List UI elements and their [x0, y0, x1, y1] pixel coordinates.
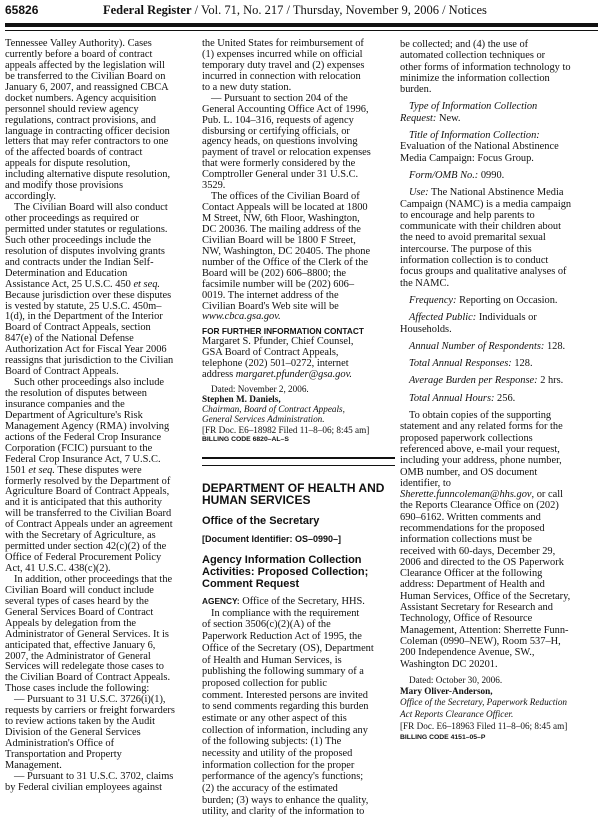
text-line: incurred in connection with relocation	[202, 70, 361, 82]
column-3	[400, 39, 600, 744]
text-line: Dated: November 2, 2006.	[211, 384, 309, 395]
italic-text: Annual Number of Respondents:	[409, 340, 545, 352]
italic-text: Total Annual Responses:	[409, 358, 512, 370]
italic-text: Frequency:	[409, 294, 457, 306]
text-line: BILLING CODE 4151–05–P	[400, 734, 486, 742]
page-number: 65826	[5, 3, 39, 17]
text-line: Administration's Office of	[5, 738, 115, 749]
text-line: [Document Identifier: OS–0990–]	[202, 534, 342, 545]
text-line: telephone (202) 501–0272, internet	[202, 358, 349, 370]
text-line: including your address, phone number,	[400, 455, 562, 467]
paragraph	[5, 39, 197, 203]
text-line: NW, Washington, DC 20405. The phone	[202, 245, 371, 257]
text-line: personnel should review agency	[5, 103, 139, 115]
text-line: 2007, the Administrator of General	[5, 650, 151, 662]
text-line: Civilian Board will be 1800 F Street,	[202, 234, 356, 246]
italic-text: www.cbca.gsa.gov.	[202, 311, 281, 323]
text-line: currently before a board of contract	[5, 48, 153, 60]
text-line: automated collection techniques or	[400, 50, 546, 62]
text-line: Total Annual Responses: 128.	[409, 358, 533, 370]
text-line: appeals for dispute resolution,	[5, 158, 131, 170]
text-line: DC 20036. The mailing address of the	[202, 223, 361, 235]
italic-text: Use:	[409, 187, 429, 199]
text-line: Board of Contract Appeals.	[5, 366, 119, 378]
text-line: minimize the information collection	[400, 72, 550, 84]
text-line: 2006 and directed to the OS Paperwork	[400, 556, 564, 568]
further-info-contact	[202, 326, 395, 381]
text-line	[400, 709, 600, 720]
text-line: Campaign (NAMC) is a media campaign	[400, 198, 572, 210]
text-line: The offices of the Civilian Board of	[211, 191, 360, 203]
italic-text: et seq.	[133, 278, 160, 290]
paragraph	[5, 378, 197, 575]
text-line: Agency Information Collection	[202, 554, 362, 567]
office-heading	[202, 515, 395, 527]
text-line: Authorization Act for Fiscal Year 2006	[5, 344, 167, 356]
text-line	[202, 414, 395, 424]
fr-doc-line	[202, 425, 395, 435]
italic-text: Total Annual Hours:	[409, 392, 495, 404]
text-line: BILLING CODE 6820–AL–S	[202, 436, 289, 444]
paragraph	[202, 192, 395, 323]
text-line: Management, Attention: Sherrette Funn-	[400, 624, 569, 636]
text-line: of Contract Appeals under an agreement	[5, 519, 173, 531]
text-line: publishing the following summary of a	[202, 666, 364, 678]
text-line: payment of travel or relocation expenses	[202, 147, 371, 159]
text-line: focus groups and qualitative analyses of	[400, 266, 567, 278]
text-line: 847(e) of the National Defense	[5, 333, 134, 345]
text-line: Pub. L. 104–316, requests of agency	[202, 114, 354, 126]
text-line: Services will redelegate those cases to	[5, 661, 164, 673]
text-line: Appeals by delegation from the	[5, 617, 136, 629]
text-line: language in contracting officer decision	[5, 125, 170, 137]
text-line: Office of Federal Procurement Policy	[5, 552, 162, 564]
text-line: Activities: Proposed Collection;	[202, 566, 369, 579]
text-line: address margaret.pfunder@gsa.gov.	[202, 369, 353, 381]
text-line: GSA Board of Contract Appeals,	[202, 347, 339, 359]
italic-text: margaret.pfunder@gsa.gov.	[235, 369, 353, 381]
text-line: comment. Interested persons are invited	[202, 689, 368, 701]
text-line: Assistance Act, 25 U.S.C. 450 et seq.	[5, 278, 160, 290]
paragraph	[5, 203, 197, 378]
text-line: HUMAN SERVICES	[202, 493, 311, 508]
header-rule-thin	[5, 30, 598, 31]
text-line: the Civilian Board of Contract Appeals.	[5, 672, 171, 684]
text-line: utility, and clarity of the information to	[202, 806, 365, 818]
paragraph	[5, 695, 197, 772]
text-line: information collections must be	[400, 534, 532, 546]
text-line: Frequency: Reporting on Occasion.	[409, 294, 558, 306]
text-line: Comptroller General under 31 U.S.C.	[202, 169, 359, 181]
total-annual-hours	[400, 393, 600, 404]
text-line: permitted under section 42(c)(2) of the	[5, 541, 167, 553]
text-line: with the Secretary of Agriculture, as	[5, 530, 156, 542]
text-line: to send comments regarding this burden	[202, 701, 369, 713]
section-divider	[202, 457, 395, 466]
italic-text: Title of Information Collection:	[409, 130, 540, 142]
total-annual-responses	[400, 358, 600, 369]
text-line: Total Annual Hours: 256.	[409, 392, 516, 404]
text-line: to a new duty station.	[202, 81, 292, 93]
text-line: 1501 et seq. These disputes were	[5, 464, 142, 476]
issue-info: / Vol. 71, No. 217 / Thursday, November 9, 2006 / Notices	[191, 3, 487, 17]
text-line: number of the Office of the Clerk of the	[202, 256, 369, 268]
paragraph	[400, 39, 600, 95]
text-line: In addition, other proceedings that the	[14, 573, 173, 585]
text-line: Management Agency (RMA) involving	[5, 420, 170, 432]
text-line: Board will be (202) 606–8800; the	[202, 267, 347, 279]
text-line	[400, 130, 600, 141]
text-line: the need to avoid premarital sexual	[400, 232, 546, 244]
text-line: Board of Contract Appeals, section	[5, 322, 151, 334]
document-identifier	[202, 533, 395, 545]
text-line	[202, 312, 395, 323]
text-line: Assistant Secretary for Research and	[400, 602, 553, 614]
text-line: Average Burden per Response: 2 hrs.	[409, 375, 564, 387]
text-line: recommendations for the proposed	[400, 522, 545, 534]
text-line: Clearance Officer at the following	[400, 568, 543, 580]
text-line: AGENCY: Office of the Secretary, HHS.	[202, 596, 365, 608]
text-line: Request: New.	[400, 112, 461, 124]
run-in-heading: AGENCY:	[202, 596, 240, 607]
text-line: — Pursuant to 31 U.S.C. 3726(i)(1),	[14, 694, 166, 706]
text-line: address: Department of Health and	[400, 579, 545, 591]
text-line: letters that may refer contractors to one	[5, 136, 169, 148]
text-line: identifier, to	[400, 477, 451, 489]
text-line: Office of the Secretary	[202, 515, 320, 528]
text-line: will be transferred to the Civilian Board	[5, 508, 172, 520]
text-line: be collected; and (4) the use of	[400, 39, 529, 50]
text-line: reassigns that jurisdiction to the Civilian	[5, 355, 174, 367]
run-in-heading: FOR FURTHER INFORMATION CONTACT	[202, 326, 364, 337]
text-line: temporary duty travel and (2) expenses	[202, 59, 365, 71]
text-line: To obtain copies of the supporting	[409, 410, 552, 422]
header-title	[103, 3, 487, 18]
italic-text: Chairman, Board of Contract Appeals,	[202, 404, 345, 415]
text-line: agency heads, on questions involving	[202, 136, 358, 148]
text-line: Technology, Office of Resource	[400, 613, 533, 625]
billing-code	[202, 435, 395, 445]
text-line: 0019. The internet address of the	[202, 289, 339, 301]
text-line: In compliance with the requirement	[211, 607, 360, 619]
text-line: formerly resolved by the Department of	[5, 475, 171, 487]
text-line: of section 3506(c)(2)(A) of the	[202, 619, 331, 631]
text-line: necessity and utility of the proposed	[202, 748, 353, 759]
italic-text: Form/OMB No.:	[409, 169, 479, 181]
text-line: Management.	[5, 759, 62, 771]
text-line: is vested by statute, 25 U.S.C. 450m–	[5, 300, 162, 312]
fr-doc-line	[400, 721, 600, 732]
use-description	[400, 187, 600, 289]
text-line: The Civilian Board will also conduct	[14, 202, 168, 214]
text-line: the NAMC.	[400, 277, 450, 289]
text-line: Media Campaign: Focus Group.	[400, 152, 534, 164]
text-line: Division of the General Services	[5, 727, 141, 739]
text-line: Because jurisdiction over these disputes	[5, 289, 172, 301]
dated-line	[202, 384, 395, 394]
text-line: several types of cases heard by the	[5, 595, 149, 607]
text-line: be transferred to the Civilian Board on	[5, 70, 166, 82]
italic-text: Type of Information Collection	[409, 101, 538, 113]
text-line: Office of the Secretary (OS), Department	[202, 642, 374, 654]
signer-title	[202, 404, 395, 424]
italic-text: Sherette.funncoleman@hhs.gov	[400, 489, 532, 501]
signer-name	[202, 394, 395, 404]
text-line: Corporation (FCIC) pursuant to the	[5, 442, 153, 454]
text-line: burden.	[400, 84, 432, 96]
text-line: Annual Number of Respondents: 128.	[409, 340, 566, 352]
paragraph	[5, 575, 197, 695]
text-line: 200 Independence Avenue, SW.,	[400, 647, 535, 659]
text-line: DEPARTMENT OF HEALTH AND	[202, 481, 385, 496]
paragraph	[202, 608, 395, 818]
text-line: (1) expenses incurred while on official	[202, 48, 363, 60]
affected-public	[400, 312, 600, 335]
paragraph	[400, 410, 600, 670]
header-rule-thick	[5, 23, 598, 27]
text-line: performance of the agency's functions;	[202, 771, 364, 783]
text-line: docket numbers. Agency acquisition	[5, 92, 157, 104]
text-line: burden; (3) ways to enhance the quality,	[202, 794, 369, 806]
agency-line	[202, 596, 395, 608]
text-line: Mary Oliver-Anderson,	[400, 686, 493, 697]
text-line: the Reports Clearance Office on (202)	[400, 500, 559, 512]
text-line: facsimile number will be (202) 606–	[202, 278, 355, 290]
collection-title	[400, 130, 600, 164]
text-line: and modify those provisions	[5, 180, 124, 192]
text-line: Federal Crop Insurance Act, 7 U.S.C.	[5, 453, 161, 465]
annual-respondents	[400, 341, 600, 352]
text-line: Form/OMB No.: 0990.	[409, 169, 505, 181]
dated-line	[400, 675, 600, 686]
running-header	[5, 3, 598, 19]
text-line: the resolution of disputes between	[5, 388, 147, 399]
text-line: General Accounting Office Act of 1996,	[202, 103, 369, 115]
column-2	[202, 39, 395, 818]
text-line: Act, 41 U.S.C. 438(c)(2).	[5, 563, 111, 574]
text-line: Comment Request	[202, 578, 300, 591]
text-line: other forms of information technology to	[400, 61, 571, 73]
text-line	[400, 101, 600, 112]
text-line: Use: The National Abstinence Media	[409, 187, 564, 199]
text-line: requests by carriers or freight forwarders	[5, 705, 175, 717]
text-line: by Federal civilian employees against	[5, 781, 162, 793]
text-line: (2) the accuracy of the estimated	[202, 783, 338, 795]
text-line: — Pursuant to 31 U.S.C. 3702, claims	[14, 770, 174, 782]
agency-heading	[202, 482, 395, 506]
text-line: Such other proceedings include the	[5, 234, 152, 246]
text-line: General Services Board of Contract	[5, 606, 154, 618]
text-line: information collection is to conduct	[400, 255, 549, 267]
text-line: disbursing or certifying officials, or	[202, 125, 350, 137]
text-line: anticipated that, effective January 6,	[5, 639, 156, 651]
text-line: Affected Public: Individuals or	[409, 312, 537, 324]
billing-code	[400, 732, 600, 743]
text-line: intercourse. The purpose of this	[400, 243, 532, 255]
text-line: Such other proceedings also include	[14, 377, 165, 389]
text-line: proposed paperwork collections	[400, 432, 533, 444]
text-line: information collection for the proper	[202, 759, 355, 771]
text-line: Administrator of General Services. It is	[5, 628, 169, 640]
text-line: Civilian Board will conduct include	[5, 584, 154, 596]
text-line: 3529.	[202, 180, 226, 192]
text-line: Contact Appeals will be located at 1800	[202, 202, 368, 214]
text-line: received with 60-days, December 29,	[400, 545, 556, 557]
text-line: Stephen M. Daniels,	[202, 394, 281, 405]
text-line: January 6, 2007, and reassigned CBCA	[5, 81, 169, 93]
text-line: Determination and Education	[5, 267, 128, 279]
text-line: 690–6162. Written comments and	[400, 511, 541, 523]
text-line: Paperwork Reduction Act of 1995, the	[202, 631, 362, 643]
text-line: Human Services, Office of the Secretary,	[400, 590, 571, 602]
text-line: M Street, NW, 6th Floor, Washington,	[202, 213, 360, 224]
text-line	[202, 404, 395, 414]
text-line: proposed collection for public	[202, 677, 327, 689]
text-line: estimate or any other aspect of this	[202, 712, 347, 724]
text-line: statement and any related forms for the	[400, 421, 563, 433]
text-line: Dated: October 30, 2006.	[409, 674, 503, 685]
text-line: including alternative dispute resolution,	[5, 169, 171, 181]
text-line: the United States for reimbursement of	[202, 38, 364, 49]
text-line: accordingly.	[5, 191, 56, 203]
text-line: to encourage and help parents to	[400, 209, 535, 221]
italic-text: Average Burden per Response:	[409, 375, 538, 387]
text-line: regulations, contract provisions, and	[5, 114, 156, 126]
italic-text: Request:	[400, 112, 437, 124]
notice-subject-heading	[202, 554, 395, 590]
text-line: OMB number, and OS document	[400, 466, 538, 478]
signer-name	[400, 686, 600, 697]
text-line: to review actions taken by the Audit	[5, 716, 156, 728]
text-line: 1(d), in the Department of the Interior	[5, 311, 163, 323]
text-line: Transportation and Property	[5, 748, 122, 760]
column-1	[5, 39, 197, 794]
signer-title	[400, 697, 600, 720]
text-line: appeals affected by the legislation will	[5, 59, 165, 71]
text-line: Agriculture Board of Contract Appeals,	[5, 486, 170, 498]
text-line: Department of Agriculture's Risk	[5, 409, 143, 421]
text-line: Washington DC 20201.	[400, 658, 498, 670]
text-line: and it is anticipated that this authority	[5, 497, 162, 509]
publication-name: Federal Register	[103, 3, 192, 17]
text-line: [FR Doc. E6–18982 Filed 11–8–06; 8:45 am]	[202, 425, 370, 436]
text-line: collection of information, including any	[202, 724, 368, 736]
text-line: Coleman (0990–NEW), Room 537–H,	[400, 635, 561, 647]
text-line: Evaluation of the National Abstinence	[400, 141, 559, 153]
text-line: of Health and Human Services, is	[202, 654, 342, 666]
text-line: communicate with their children about	[400, 221, 562, 233]
text-line: of the following subjects: (1) The	[202, 736, 342, 748]
italic-text: et seq.	[28, 464, 55, 476]
frequency	[400, 295, 600, 306]
average-burden	[400, 375, 600, 386]
text-line: Those cases include the following:	[5, 683, 150, 695]
text-line: actions of the Federal Crop Insurance	[5, 431, 162, 443]
italic-text: General Services Administration.	[202, 414, 325, 425]
paragraph	[202, 39, 395, 94]
text-line: Sherette.funncoleman@hhs.gov, or call	[400, 489, 563, 501]
form-omb-number	[400, 170, 600, 181]
text-line: that were formerly considered by the	[202, 158, 356, 170]
text-line: of the affected boards of contract	[5, 147, 143, 159]
text-line: [FR Doc. E6–18963 Filed 11–8–06; 8:45 am]	[400, 721, 568, 732]
text-line: Tennessee Valley Authority). Cases	[5, 38, 152, 49]
text-line: referenced above, e-mail your request,	[400, 443, 560, 455]
text-line: Households.	[400, 323, 452, 335]
paragraph	[202, 94, 395, 192]
text-line: and contracts under the Indian Self-	[5, 256, 154, 268]
italic-text: Office of the Secretary, Paperwork Reduction	[400, 697, 568, 708]
text-line: other proceedings as required or	[5, 213, 139, 224]
collection-type	[400, 101, 600, 124]
text-line: Margaret S. Pfunder, Chief Counsel,	[202, 336, 354, 348]
italic-text: Act Reports Clearance Officer.	[400, 708, 514, 719]
text-line	[400, 697, 600, 708]
text-line: permitted under statutes or regulations.	[5, 223, 168, 235]
text-line: insurance companies and the	[5, 398, 125, 410]
text-line: — Pursuant to section 204 of the	[211, 92, 348, 104]
italic-text: Affected Public:	[409, 312, 477, 324]
text-line: resolution of disputes involving grants	[5, 245, 165, 257]
paragraph	[5, 772, 197, 794]
text-line: Civilian Board's Web site will be	[202, 300, 339, 312]
